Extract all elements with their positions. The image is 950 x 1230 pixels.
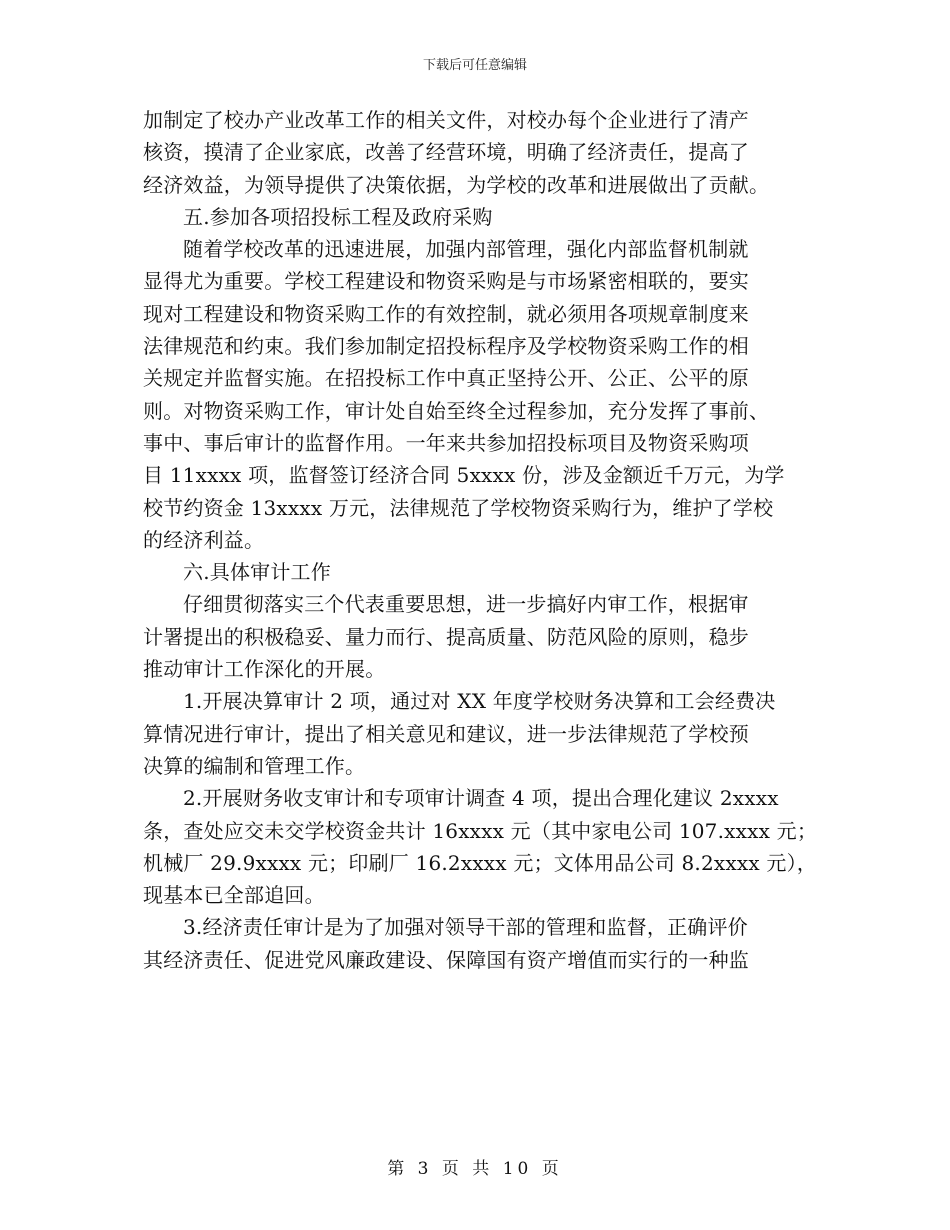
text-line: 其经济责任、促进党风廉政建设、保障国有资产增值而实行的一种监	[143, 947, 749, 972]
text-line: 条，查处应交未交学校资金共计 16xxxx 元（其中家电公司 107.xxxx 元；	[143, 818, 818, 843]
text-line: 仔细贯彻落实三个代表重要思想，进一步搞好内审工作，根据审	[183, 592, 749, 617]
text-line: 的经济利益。	[143, 527, 265, 552]
text-line: 推动审计工作深化的开展。	[143, 657, 386, 682]
text-line: 现基本已全部追回。	[143, 883, 325, 908]
text-line: 经济效益，为领导提供了决策依据，为学校的改革和进展做出了贡献。	[143, 172, 770, 197]
text-line: 显得尤为重要。学校工程建设和物资采购是与市场紧密相联的，要实	[143, 269, 749, 294]
text-line: 现对工程建设和物资采购工作的有效控制，就必须用各项规章制度来	[143, 301, 749, 326]
text-line: 2.开展财务收支审计和专项审计调查 4 项，提出合理化建议 2xxxx	[183, 786, 779, 811]
page-header-note: 下载后可任意编辑	[422, 58, 527, 73]
text-line: 法律规范和约束。我们参加制定招投标程序及学校物资采购工作的相	[143, 334, 749, 359]
text-line: 机械厂 29.9xxxx 元；印刷厂 16.2xxxx 元；文体用品公司 8.2xxxx 元），	[143, 850, 817, 875]
text-line: 事中、事后审计的监督作用。一年来共参加招投标项目及物资采购项	[143, 430, 749, 455]
text-line: 决算的编制和管理工作。	[143, 753, 366, 778]
text-line: 则。对物资采购工作，审计处自始至终全过程参加，充分发挥了事前、	[143, 398, 770, 423]
text-line: 目 11xxxx 项，监督签订经济合同 5xxxx 份，涉及金额近千万元，为学	[143, 463, 785, 488]
text-line: 算情况进行审计，提出了相关意见和建议，进一步法律规范了学校预	[143, 721, 749, 746]
text-line: 1.开展决算审计 2 项，通过对 XX 年度学校财务决算和工会经费决	[183, 689, 776, 714]
page-number-footer: 第 3 页 共 10 页	[387, 1159, 563, 1179]
text-line: 随着学校改革的迅速进展，加强内部管理，强化内部监督机制就	[183, 237, 749, 262]
text-line: 3.经济责任审计是为了加强对领导干部的管理和监督，正确评价	[183, 915, 748, 940]
text-line: 核资，摸清了企业家底，改善了经营环境，明确了经济责任，提高了	[143, 140, 749, 165]
text-line: 关规定并监督实施。在招投标工作中真正坚持公开、公正、公平的原	[143, 366, 749, 391]
text-line: 计署提出的积极稳妥、量力而行、提高质量、防范风险的原则，稳步	[143, 624, 749, 649]
text-line: 加制定了校办产业改革工作的相关文件，对校办每个企业进行了清产	[143, 108, 749, 132]
text-line: 校节约资金 13xxxx 万元，法律规范了学校物资采购行为，维护了学校	[143, 495, 774, 520]
text-line: 六.具体审计工作	[183, 560, 331, 585]
text-line: 五.参加各项招投标工程及政府采购	[183, 204, 493, 229]
document-body	[143, 104, 823, 976]
